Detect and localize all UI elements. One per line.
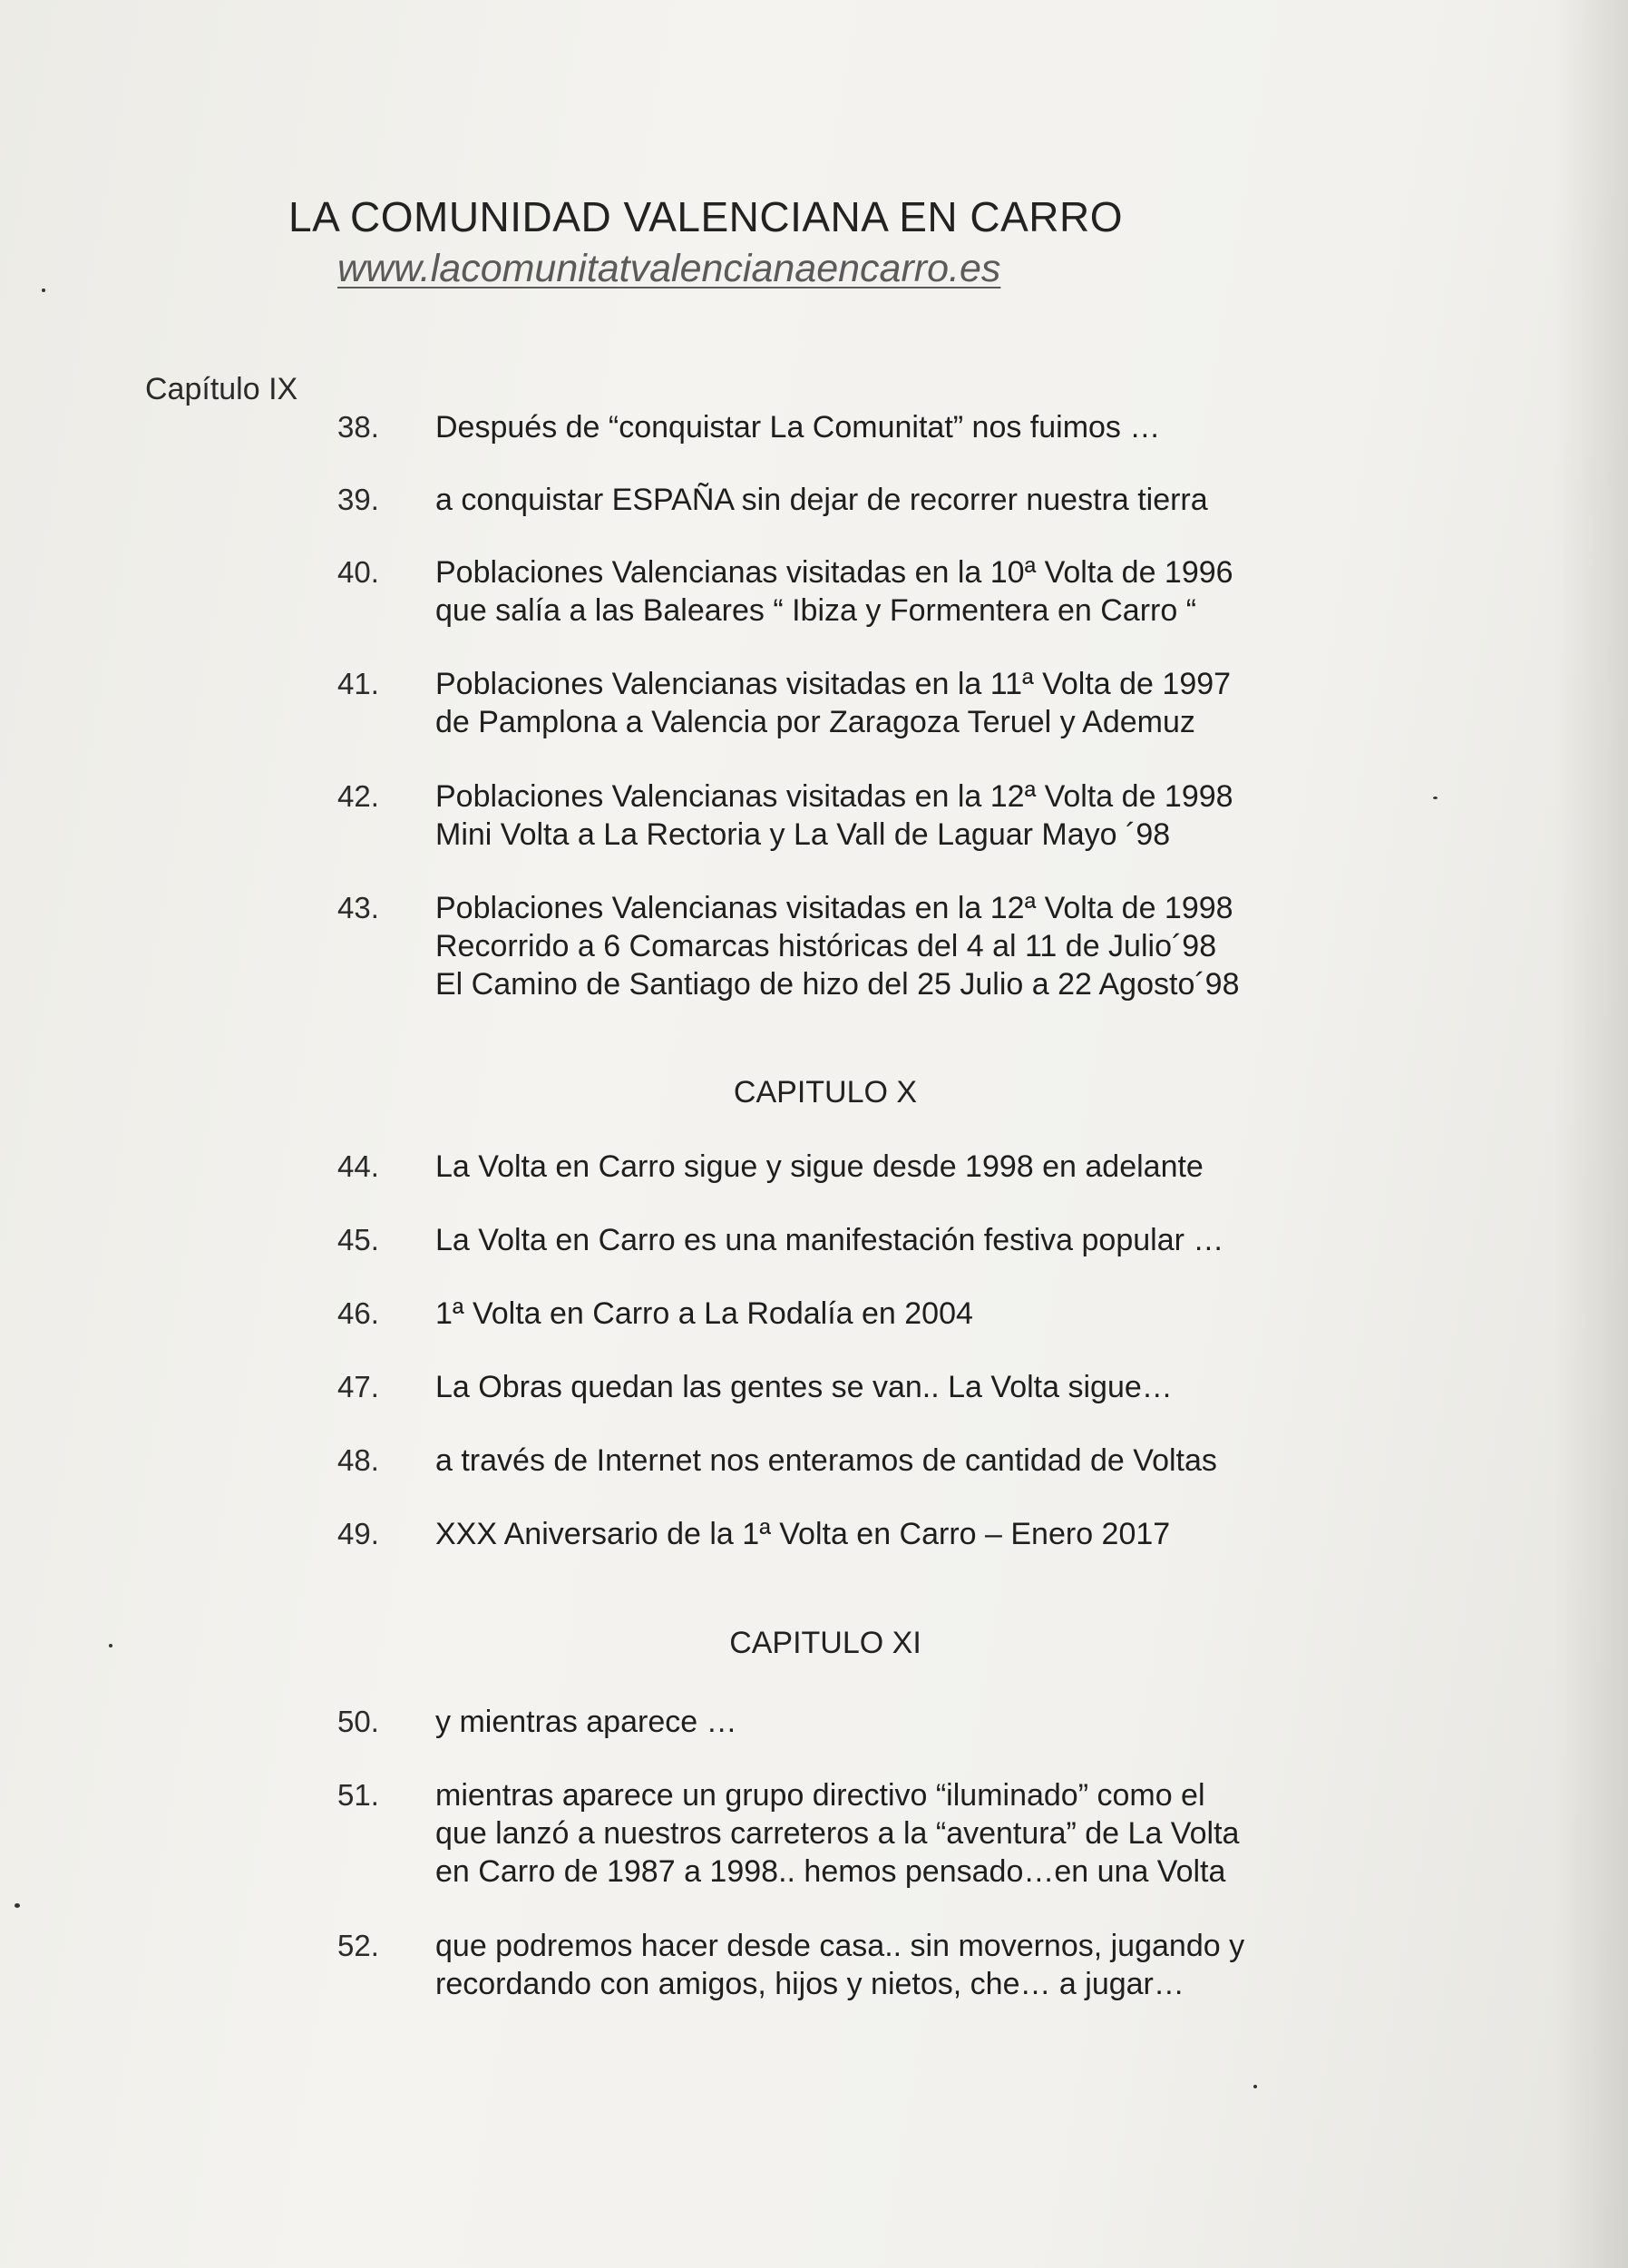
item-number: 41. xyxy=(337,667,379,700)
page-edge-shadow xyxy=(1555,0,1628,2268)
item-text: que salía a las Baleares “ Ibiza y Formentera en Carro “ xyxy=(435,593,1197,628)
chapter-xi-heading: CAPITULO XI xyxy=(729,1626,921,1660)
item-text: en Carro de 1987 a 1998.. hemos pensado…en una Volta xyxy=(435,1854,1226,1889)
item-text: recordando con amigos, hijos y nietos, che… a jugar… xyxy=(435,1967,1184,2001)
scan-speck xyxy=(1433,797,1438,799)
scan-speck xyxy=(42,288,45,292)
scan-speck xyxy=(1253,2085,1257,2088)
item-text: La Volta en Carro sigue y sigue desde 1998 en adelante xyxy=(435,1149,1204,1184)
item-text: Poblaciones Valencianas visitadas en la 11ª Volta de 1997 xyxy=(435,667,1232,701)
item-number: 46. xyxy=(337,1296,379,1330)
item-number: 45. xyxy=(337,1223,379,1256)
item-number: 43. xyxy=(337,891,379,924)
item-number: 48. xyxy=(337,1443,379,1477)
document-title: LA COMUNIDAD VALENCIANA EN CARRO xyxy=(288,193,1124,240)
item-number: 44. xyxy=(337,1149,379,1183)
item-text: y mientras aparece … xyxy=(435,1705,737,1739)
item-text: a través de Internet nos enteramos de cantidad de Voltas xyxy=(435,1443,1217,1478)
item-text: mientras aparece un grupo directivo “iluminado” como el xyxy=(435,1778,1205,1813)
item-text: XXX Aniversario de la 1ª Volta en Carro – Enero 2017 xyxy=(435,1517,1171,1551)
item-number: 50. xyxy=(337,1705,379,1738)
item-text: Después de “conquistar La Comunitat” nos fuimos … xyxy=(435,410,1161,445)
chapter-ix-label: Capítulo IX xyxy=(145,372,298,406)
item-text: Poblaciones Valencianas visitadas en la 12ª Volta de 1998 xyxy=(435,891,1233,925)
item-text: de Pamplona a Valencia por Zaragoza Teruel y Ademuz xyxy=(435,705,1195,739)
item-number: 40. xyxy=(337,555,379,589)
item-number: 42. xyxy=(337,779,379,813)
item-number: 39. xyxy=(337,483,379,516)
chapter-x-heading: CAPITULO X xyxy=(733,1075,918,1110)
item-text: Poblaciones Valencianas visitadas en la 10ª Volta de 1996 xyxy=(435,555,1233,590)
item-text: 1ª Volta en Carro a La Rodalía en 2004 xyxy=(435,1296,973,1331)
item-text: que lanzó a nuestros carreteros a la “aventura” de La Volta xyxy=(435,1816,1240,1851)
item-number: 51. xyxy=(337,1778,379,1812)
item-text: Poblaciones Valencianas visitadas en la 12ª Volta de 1998 xyxy=(435,779,1233,814)
item-text: que podremos hacer desde casa.. sin movernos, jugando y xyxy=(435,1929,1245,1963)
item-text: La Volta en Carro es una manifestación festiva popular … xyxy=(435,1223,1224,1257)
item-text: Mini Volta a La Rectoria y La Vall de Laguar Mayo ´98 xyxy=(435,817,1171,852)
item-text: La Obras quedan las gentes se van.. La Volta sigue… xyxy=(435,1370,1173,1404)
item-text: El Camino de Santiago de hizo del 25 Julio a 22 Agosto´98 xyxy=(435,967,1240,1002)
item-number: 47. xyxy=(337,1370,379,1403)
item-number: 49. xyxy=(337,1517,379,1550)
scan-speck xyxy=(15,1903,20,1908)
item-text: Recorrido a 6 Comarcas históricas del 4 al 11 de Julio´98 xyxy=(435,929,1217,963)
item-text: a conquistar ESPAÑA sin dejar de recorrer nuestra tierra xyxy=(435,483,1208,517)
item-number: 38. xyxy=(337,410,379,444)
scan-speck xyxy=(109,1644,112,1647)
website-link[interactable]: www.lacomunitatvalencianaencarro.es xyxy=(337,247,1001,290)
item-number: 52. xyxy=(337,1929,379,1962)
